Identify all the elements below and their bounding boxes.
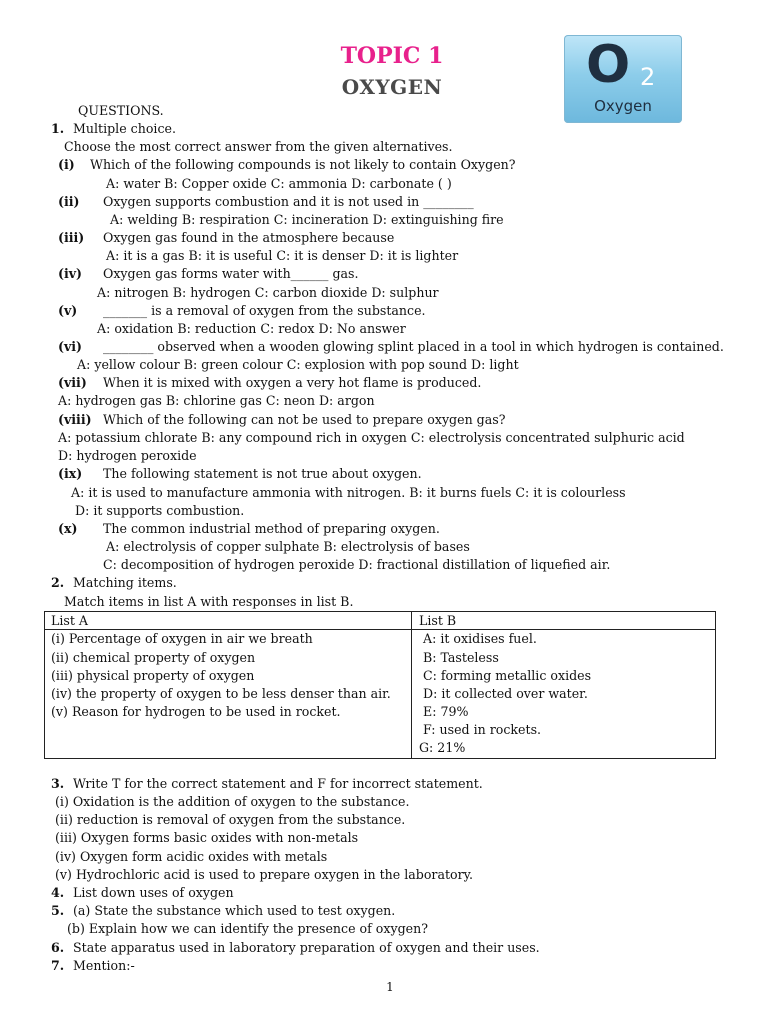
section-5-number: 5. [51, 903, 65, 918]
section-3-number: 3. [51, 776, 65, 791]
logo-label: Oxygen [594, 97, 652, 115]
q6-options: A: yellow colour B: green colour C: explosion with pop sound D: light [77, 357, 519, 372]
list-b-item: F: used in rockets. [423, 722, 542, 737]
section-4-number: 4. [51, 885, 65, 900]
q6-text: ________ observed when a wooden glowing splint placed in a tool in which hydrogen is contained. [103, 339, 724, 354]
q3-number: (iii) [58, 230, 85, 245]
q10-options-line2: C: decomposition of hydrogen peroxide D: fractional distillation of liquefied air. [103, 557, 611, 572]
list-a-item: (i) Percentage of oxygen in air we breath [51, 631, 313, 646]
q2-options: A: welding B: respiration C: incineration D: extinguishing fire [110, 212, 504, 227]
q1-text: Which of the following compounds is not likely to contain Oxygen? [90, 157, 516, 172]
q9-options: A: it is used to manufacture ammonia with nitrogen. B: it burns fuels C: it is colourless [71, 485, 626, 500]
tf-statement: (iii) Oxygen forms basic oxides with non-metals [55, 830, 359, 845]
q8-options-line2: D: hydrogen peroxide [58, 448, 197, 463]
q8-options: A: potassium chlorate B: any compound rich in oxygen C: electrolysis concentrated sulphuric acid [58, 430, 685, 445]
q5-text: _______ is a removal of oxygen from the substance. [103, 303, 426, 318]
q4-number: (iv) [58, 266, 83, 281]
list-a-item: (v) Reason for hydrogen to be used in rocket. [51, 704, 341, 719]
table-column-divider [411, 612, 412, 758]
section-7-title: Mention:- [73, 958, 135, 973]
page-number: 1 [386, 980, 394, 994]
q8-text: Which of the following can not be used to prepare oxygen gas? [103, 412, 506, 427]
q1-number: (i) [58, 157, 75, 172]
q2-number: (ii) [58, 194, 80, 209]
list-b-item: C: forming metallic oxides [423, 668, 592, 683]
topic-heading: TOPIC 1 [340, 43, 444, 69]
list-b-header: List B [419, 613, 457, 628]
q10-text: The common industrial method of preparing oxygen. [103, 521, 440, 536]
list-b-item: D: it collected over water. [423, 686, 588, 701]
questions-heading: QUESTIONS. [78, 103, 164, 118]
q7-number: (vii) [58, 375, 87, 390]
q5-number: (v) [58, 303, 78, 318]
list-b-item: B: Tasteless [423, 650, 499, 665]
section-1-title: Multiple choice. [73, 121, 176, 136]
section-6-title: State apparatus used in laboratory preparation of oxygen and their uses. [73, 940, 540, 955]
q6-number: (vi) [58, 339, 83, 354]
q9-options-line2: D: it supports combustion. [75, 503, 245, 518]
list-a-item: (iv) the property of oxygen to be less denser than air. [51, 686, 391, 701]
section-1-instruction: Choose the most correct answer from the given alternatives. [64, 139, 453, 154]
logo-subscript: 2 [640, 63, 656, 91]
section-2-title: Matching items. [73, 575, 177, 590]
tf-statement: (ii) reduction is removal of oxygen from the substance. [55, 812, 406, 827]
list-a-header: List A [51, 613, 89, 628]
section-1-number: 1. [51, 121, 65, 136]
q4-text: Oxygen gas forms water with______ gas. [103, 266, 359, 281]
q9-text: The following statement is not true about oxygen. [103, 466, 422, 481]
q5-options: A: oxidation B: reduction C: redox D: No answer [97, 321, 406, 336]
q3-options: A: it is a gas B: it is useful C: it is denser D: it is lighter [106, 248, 459, 263]
q9-number: (ix) [58, 466, 83, 481]
page-title: OXYGEN [341, 75, 443, 99]
q1-options: A: water B: Copper oxide C: ammonia D: carbonate ( ) [106, 176, 452, 191]
q2-text: Oxygen supports combustion and it is not used in ________ [103, 194, 474, 209]
list-b-item: E: 79% [423, 704, 469, 719]
tf-statement: (v) Hydrochloric acid is used to prepare oxygen in the laboratory. [55, 867, 474, 882]
section-7-number: 7. [51, 958, 65, 973]
q7-options: A: hydrogen gas B: chlorine gas C: neon D: argon [58, 393, 375, 408]
section-2-instruction: Match items in list A with responses in list B. [64, 594, 354, 609]
list-b-item: G: 21% [419, 740, 466, 755]
list-a-item: (iii) physical property of oxygen [51, 668, 255, 683]
logo-symbol: O [586, 35, 631, 95]
section-4-title: List down uses of oxygen [73, 885, 234, 900]
list-b-item: A: it oxidises fuel. [423, 631, 537, 646]
section-3-title: Write T for the correct statement and F for incorrect statement. [73, 776, 483, 791]
q8-number: (viii) [58, 412, 92, 427]
section-5-part-a: (a) State the substance which used to test oxygen. [73, 903, 396, 918]
q10-number: (x) [58, 521, 78, 536]
section-5-part-b: (b) Explain how we can identify the presence of oxygen? [67, 921, 428, 936]
q7-text: When it is mixed with oxygen a very hot flame is produced. [103, 375, 482, 390]
oxygen-logo [564, 35, 682, 123]
section-2-number: 2. [51, 575, 65, 590]
q10-options: A: electrolysis of copper sulphate B: electrolysis of bases [106, 539, 470, 554]
q4-options: A: nitrogen B: hydrogen C: carbon dioxide D: sulphur [97, 285, 439, 300]
q3-text: Oxygen gas found in the atmosphere because [103, 230, 395, 245]
tf-statement: (i) Oxidation is the addition of oxygen to the substance. [55, 794, 410, 809]
tf-statement: (iv) Oxygen form acidic oxides with metals [55, 849, 328, 864]
list-a-item: (ii) chemical property of oxygen [51, 650, 256, 665]
matching-table [44, 611, 716, 759]
section-6-number: 6. [51, 940, 65, 955]
